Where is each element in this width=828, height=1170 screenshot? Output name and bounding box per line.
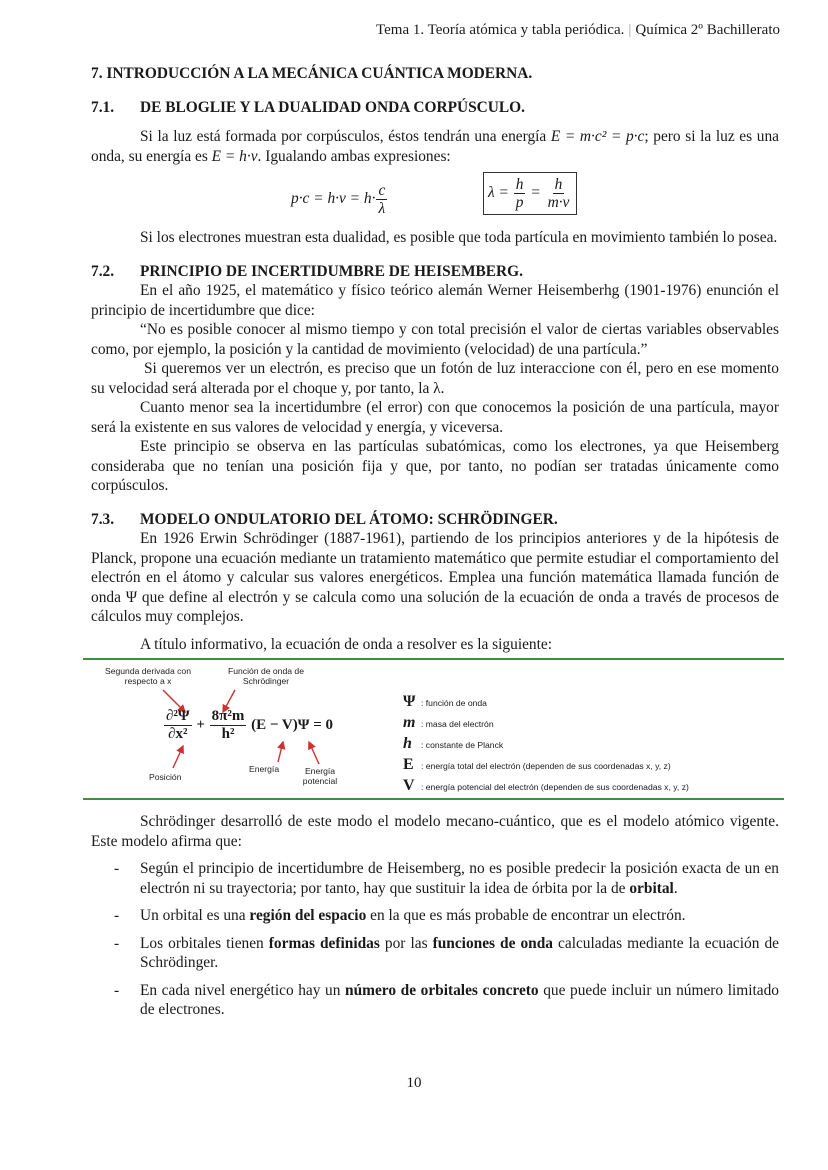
- paragraph: Cuanto menor sea la incertidumbre (el error) con que conocemos la posición de una partícula, mayor será la existente en sus valores de velocidad y energía, y viceversa.: [91, 399, 779, 436]
- equality-equation: [291, 182, 388, 217]
- subsection-7-3-heading: [91, 510, 779, 530]
- numerator: ∂²Ψ: [166, 708, 190, 724]
- symbol: m: [403, 714, 416, 731]
- bullet-dash: -: [114, 934, 120, 952]
- subsection-number: 7.2.: [91, 262, 115, 280]
- text: Si la luz está formada por corpúsculos, éstos tendrán una energía: [140, 128, 551, 145]
- subsection-number: 7.3.: [91, 510, 115, 528]
- subsection-7-2-heading: [91, 262, 779, 282]
- symbol-legend: [403, 692, 689, 797]
- label-energy: Energía: [249, 764, 280, 774]
- subsection-number: 7.1.: [91, 98, 115, 116]
- list-item: [91, 906, 779, 926]
- legend-text: : energía potencial del electrón (dependen de sus coordenadas x, y, z): [421, 782, 689, 792]
- symbol: h: [403, 735, 412, 752]
- text: Según el principio de incertidumbre de Heisemberg, no es posible predecir la posición exacta de un en electrón ni su trayectoria; por tanto, hay que sustituir la idea de órbita por la de: [140, 860, 779, 897]
- subsection-title: MODELO ONDULATORIO DEL ÁTOMO: SCHRÖDINGER.: [140, 510, 558, 528]
- text: En cada nivel energético hay un: [140, 981, 346, 999]
- paragraph: A título informativo, la ecuación de onda a resolver es la siguiente:: [140, 635, 552, 653]
- section-title: 7. INTRODUCCIÓN A LA MECÁNICA CUÁNTICA MODERNA.: [91, 65, 533, 82]
- symbol: E: [403, 756, 414, 773]
- denominator: m·v: [547, 194, 570, 211]
- page-content: [91, 64, 779, 1028]
- arrow-potential-energy: [309, 742, 319, 764]
- legend-row: [403, 692, 689, 713]
- bold-term: número de orbitales concreto: [345, 981, 539, 999]
- legend-text: : energía total del electrón (dependen de sus coordenadas x, y, z): [421, 761, 671, 771]
- de-broglie-boxed-equation: [483, 172, 577, 215]
- subsection-title: PRINCIPIO DE INCERTIDUMBRE DE HEISEMBERG.: [140, 262, 523, 280]
- symbol: Ψ: [403, 693, 416, 710]
- schrodinger-equation: [163, 708, 333, 743]
- header-topic: Tema 1. Teoría atómica y tabla periódica.: [376, 22, 625, 38]
- numerator: c: [378, 182, 386, 199]
- denominator: p: [515, 194, 524, 211]
- text: en la que es más probable de encontrar un electrón.: [366, 907, 686, 924]
- de-broglie-equations: [91, 172, 779, 224]
- quote-paragraph: “No es posible conocer al mismo tiempo y con total precisión el valor de ciertas variables observables como, por ejemplo, la posición y la cantidad de movimiento (velocidad) de una partícula.”: [91, 321, 779, 358]
- fraction: [546, 176, 572, 211]
- equation-text: p·c = h·ν = h·: [291, 190, 376, 208]
- label-second-derivative: Segunda derivada con respecto a x: [104, 666, 191, 686]
- legend-row: [403, 713, 689, 734]
- paragraph: Este principio se observa en las partículas subatómicas, como los electrones, ya que Heisemberg consideraba que no tenían una posición fija y que, por tanto, no podían ser tratadas únicamente como corpúsculos.: [91, 438, 779, 494]
- list-item: [91, 859, 779, 898]
- paragraph: [91, 127, 779, 166]
- symbol: V: [403, 777, 415, 794]
- schrodinger-equation-figure: [83, 658, 784, 800]
- legend-row: [403, 755, 689, 776]
- numerator: 8π²m: [211, 708, 245, 724]
- fraction: [514, 176, 526, 211]
- bold-term: región del espacio: [249, 907, 367, 924]
- legend-row: [403, 734, 689, 755]
- numerator: h: [554, 176, 563, 193]
- bold-term: orbital: [629, 879, 674, 897]
- subsection-7-1-heading: [91, 98, 779, 118]
- bullet-list: [91, 859, 779, 1020]
- paragraph: Si los electrones muestran esta dualidad, es posible que toda partícula en movimiento también lo posea.: [140, 229, 778, 246]
- subsection-title: DE BLOGLIE Y LA DUALIDAD ONDA CORPÚSCULO.: [140, 98, 525, 116]
- denominator: λ: [378, 200, 386, 217]
- fraction-constant: [210, 708, 247, 743]
- bullet-dash: -: [114, 907, 120, 924]
- legend-text: : masa del electrón: [421, 719, 494, 729]
- label-potential-energy: Energía potencial: [302, 766, 338, 786]
- legend-row: [403, 776, 689, 797]
- header-separator: |: [628, 22, 632, 38]
- text: Un orbital es una: [140, 907, 250, 924]
- formula-energy-particle: E = m·c² = p·c: [550, 128, 645, 145]
- paragraph: En 1926 Erwin Schrödinger (1887-1961), partiendo de los principios anteriores y de la hipótesis de Planck, propone una ecuación mediante un tratamiento matemático que permite estudiar el comportamiento del electrón en el átomo y calcular sus valores energéticos. Emplea una función matemática llamada función de onda Ψ que define al electrón y se calcula como una solución de la ecuación de onda a través de procesos de cálculos muy complejos.: [91, 530, 779, 625]
- text: que puede incluir un número limitado de electrones.: [140, 981, 779, 1018]
- paragraph: Si queremos ver un electrón, es preciso que un fotón de luz interaccione con él, pero en ese momento su velocidad será alterada por el choque y, por tanto, la λ.: [91, 360, 779, 397]
- bold-term: formas definidas: [268, 934, 380, 952]
- equation-rest: (E − V)Ψ = 0: [251, 716, 333, 733]
- text: Los orbitales tienen: [140, 934, 269, 952]
- legend-text: : función de onda: [421, 698, 487, 708]
- legend-text: : constante de Planck: [421, 740, 504, 750]
- header-course: Química 2º Bachillerato: [635, 22, 780, 38]
- text: calculadas mediante la ecuación de Schrödinger.: [140, 934, 779, 971]
- text: por las: [379, 934, 433, 952]
- bold-term: funciones de onda: [432, 934, 553, 952]
- formula-energy-wave: E = h·ν: [211, 147, 258, 165]
- numerator: h: [515, 176, 524, 193]
- label-wave-function: Función de onda de Schrödinger: [228, 666, 304, 686]
- denominator: ∂x²: [168, 726, 188, 742]
- list-item: [91, 934, 779, 973]
- equation-text: λ =: [488, 184, 509, 202]
- page-number: 10: [406, 1075, 422, 1091]
- bullet-dash: -: [114, 860, 120, 877]
- running-header: [376, 22, 780, 39]
- text: . Igualando ambas expresiones:: [257, 147, 451, 165]
- text: ; pero si la luz es una onda, su energía es: [91, 128, 779, 165]
- fraction: [376, 182, 387, 217]
- arrow-energy: [278, 742, 283, 762]
- fraction-derivative: [164, 708, 192, 743]
- denominator: h²: [221, 726, 235, 742]
- list-item: [91, 981, 779, 1020]
- label-position: Posición: [149, 772, 182, 782]
- plus-sign: +: [196, 716, 205, 733]
- text: .: [673, 879, 678, 897]
- paragraph: En el año 1925, el matemático y físico teórico alemán Werner Heisemberhg (1901-1976) enunción el principio de incertidumbre que dice:: [91, 282, 779, 319]
- paragraph: Schrödinger desarrolló de este modo el modelo mecano-cuántico, que es el modelo atómico vigente. Este modelo afirma que:: [91, 813, 779, 850]
- arrow-position: [173, 746, 183, 768]
- equation-text: =: [530, 184, 541, 202]
- bullet-dash: -: [114, 981, 120, 999]
